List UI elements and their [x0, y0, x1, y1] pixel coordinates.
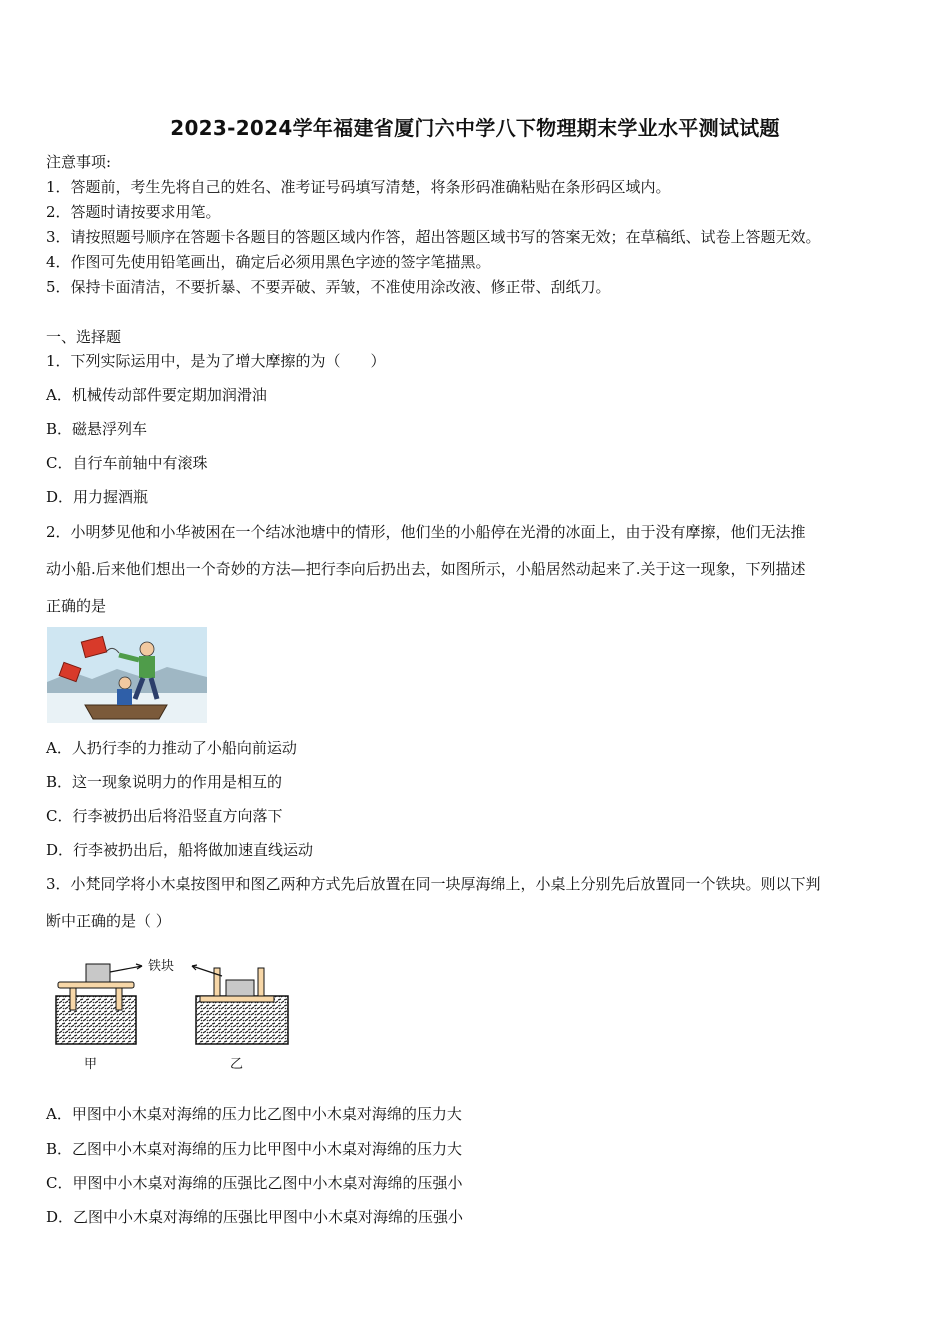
notice-item: 5．保持卡面清洁，不要折暴、不要弄破、弄皱，不准使用涂改液、修正带、刮纸刀。 [46, 278, 611, 296]
question-3-stem-line: 断中正确的是（ ） [46, 912, 171, 930]
page-title: 2023-2024学年福建省厦门六中学八下物理期末学业水平测试试题 [170, 116, 780, 140]
notice-item: 2．答题时请按要求用笔。 [46, 203, 221, 221]
q1-option-b: B．磁悬浮列车 [46, 420, 148, 438]
question-2-stem-line: 动小船.后来他们想出一个奇妙的方法—把行李向后扔出去，如图所示，小船居然动起来了.关于这一现象，下列描述 [46, 560, 806, 578]
table-sponge-diagram [50, 950, 300, 1050]
q2-option-a: A．人扔行李的力推动了小船向前运动 [46, 739, 297, 757]
question-2-stem-line: 正确的是 [46, 597, 107, 615]
q3-option-c: C．甲图中小木桌对海绵的压强比乙图中小木桌对海绵的压强小 [46, 1174, 463, 1192]
notice-item: 3．请按照题号顺序在答题卡各题目的答题区域内作答，超出答题区域书写的答案无效；在草稿纸、试卷上答题无效。 [46, 228, 821, 246]
question-3-stem-line: 3．小梵同学将小木桌按图甲和图乙两种方式先后放置在同一块厚海绵上，小桌上分别先后放置同一个铁块。则以下判 [46, 875, 821, 893]
question-2-stem-line: 2．小明梦见他和小华被困在一个结冰池塘中的情形，他们坐的小船停在光滑的冰面上，由于没有摩擦，他们无法推 [46, 523, 806, 541]
question-1-stem: 1．下列实际运用中，是为了增大摩擦的为（ ） [46, 352, 386, 370]
q1-option-c: C．自行车前轴中有滚珠 [46, 454, 208, 472]
section-heading: 一、选择题 [46, 328, 122, 346]
q3-option-d: D．乙图中小木桌对海绵的压强比甲图中小木桌对海绵的压强小 [46, 1208, 464, 1226]
boat-illustration [47, 627, 207, 723]
q2-option-c: C．行李被扔出后将沿竖直方向落下 [46, 807, 283, 825]
figure-a-label: 甲 [84, 1057, 98, 1072]
figure-b-label: 乙 [230, 1057, 244, 1072]
q3-option-a: A．甲图中小木桌对海绵的压力比乙图中小木桌对海绵的压力大 [46, 1105, 462, 1123]
iron-block-label: 铁块 [148, 959, 175, 974]
notice-heading: 注意事项: [46, 153, 112, 171]
q2-option-d: D．行李被扔出后，船将做加速直线运动 [46, 841, 314, 859]
notice-item: 1．答题前，考生先将自己的姓名、准考证号码填写清楚，将条形码准确粘贴在条形码区域内。 [46, 178, 671, 196]
q1-option-a: A．机械传动部件要定期加润滑油 [46, 386, 267, 404]
q1-option-d: D．用力握酒瓶 [46, 488, 149, 506]
q3-option-b: B．乙图中小木桌对海绵的压力比甲图中小木桌对海绵的压力大 [46, 1140, 463, 1158]
notice-item: 4．作图可先使用铅笔画出，确定后必须用黑色字迹的签字笔描黑。 [46, 253, 491, 271]
q2-option-b: B．这一现象说明力的作用是相互的 [46, 773, 283, 791]
